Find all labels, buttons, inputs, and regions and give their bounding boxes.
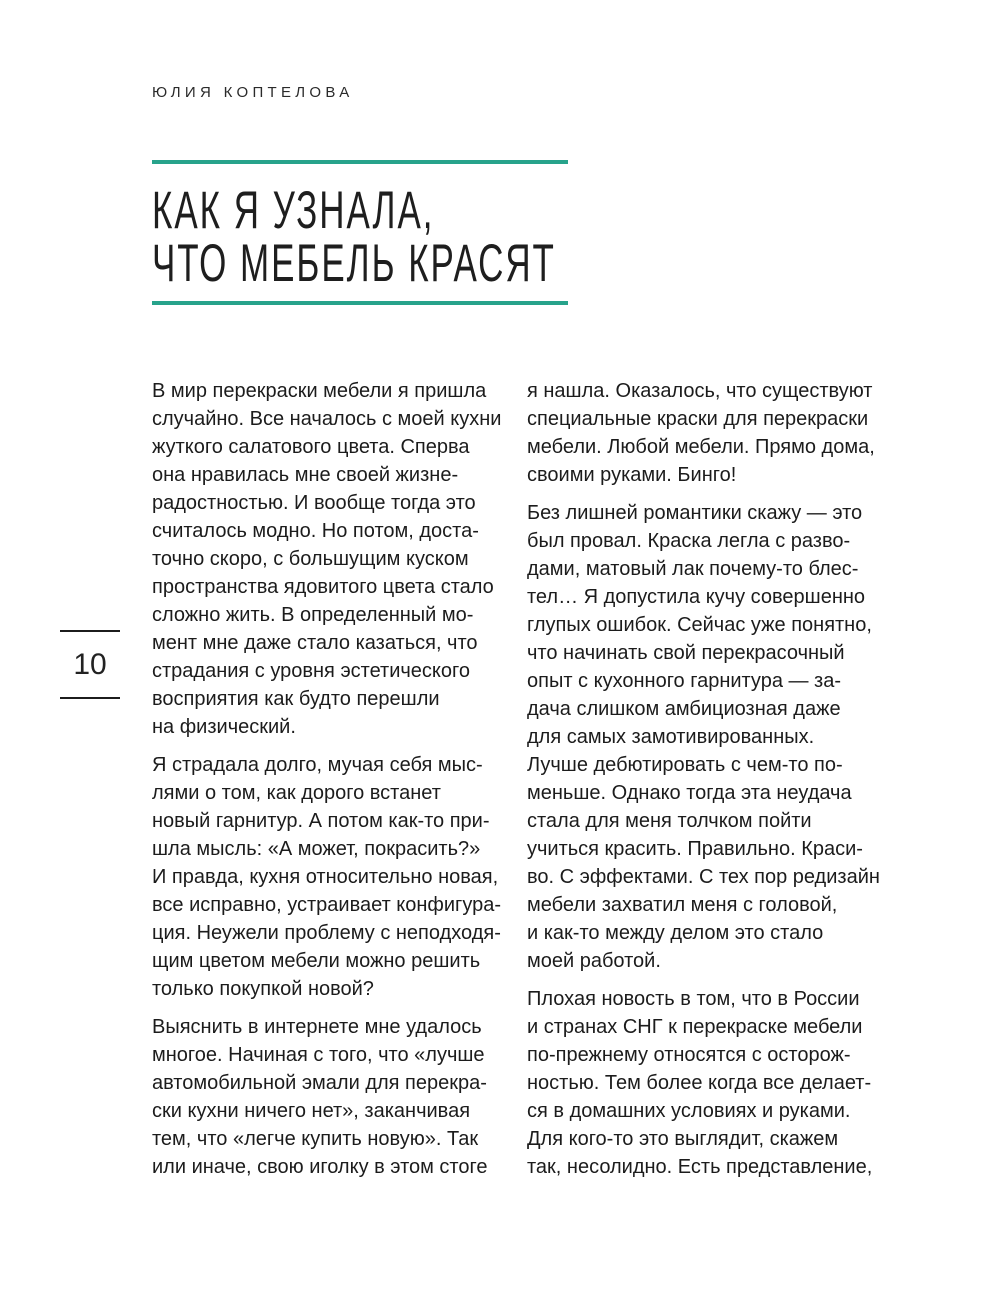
text-line: опыт с кухонного гарнитура — за-: [527, 670, 842, 692]
text-line: и странах СНГ к перекраске мебели: [527, 1016, 863, 1038]
paragraph: [527, 377, 887, 489]
text-line: на физический.: [152, 716, 296, 738]
text-line: меньше. Однако тогда эта неудача: [527, 782, 852, 804]
text-line: радостностью. И вообще тогда это: [152, 492, 476, 514]
text-line: восприятия как будто перешли: [152, 688, 440, 710]
text-line: так, несолидно. Есть представление,: [527, 1156, 873, 1178]
text-line: специальные краски для перекраски: [527, 408, 869, 430]
text-line: автомобильной эмали для перекра-: [152, 1072, 487, 1094]
text-line: точно скоро, с большущим куском: [152, 548, 469, 570]
text-line: тел… Я допустила кучу совершенно: [527, 586, 866, 608]
text-line: только покупкой новой?: [152, 978, 374, 1000]
text-line: многое. Начиная с того, что «лучше: [152, 1044, 485, 1066]
text-line: стала для меня толчком пойти: [527, 810, 812, 832]
running-header-author: ЮЛИЯ КОПТЕЛОВА: [152, 84, 354, 101]
text-line: по-прежнему относятся с осторож-: [527, 1044, 851, 1066]
text-line: был провал. Краска легла с разво-: [527, 530, 851, 552]
text-line: во. С эффектами. С тех пор редизайн: [527, 866, 880, 888]
text-line: Выяснить в интернете мне удалось: [152, 1016, 482, 1038]
text-line: ски кухни ничего нет», заканчивая: [152, 1100, 471, 1122]
title-bottom-rule: [152, 301, 568, 305]
text-line: И правда, кухня относительно новая,: [152, 866, 499, 888]
chapter-title: [152, 181, 764, 293]
text-line: все исправно, устраивает конфигура-: [152, 894, 502, 916]
text-line: я нашла. Оказалось, что существуют: [527, 380, 873, 402]
text-line: для самых замотивированных.: [527, 726, 815, 748]
text-line: что начинать свой перекрасочный: [527, 642, 845, 664]
text-line: учиться красить. Правильно. Краси-: [527, 838, 863, 860]
text-line: своими руками. Бинго!: [527, 464, 737, 486]
page-number-bottom-rule: [60, 697, 120, 699]
text-line: моей работой.: [527, 950, 661, 972]
chapter-title-line-1: КАК Я УЗНАЛА,: [152, 181, 435, 240]
text-column-left: [152, 377, 512, 1181]
page-number-top-rule: [60, 630, 120, 632]
text-line: шла мысль: «А может, покрасить?»: [152, 838, 481, 860]
text-line: Плохая новость в том, что в России: [527, 988, 860, 1010]
text-line: жуткого салатового цвета. Сперва: [152, 436, 470, 458]
text-line: случайно. Все началось с моей кухни: [152, 408, 502, 430]
text-line: Без лишней романтики скажу — это: [527, 502, 863, 524]
page-number: 10: [73, 648, 107, 681]
text-line: она нравилась мне своей жизне-: [152, 464, 459, 486]
text-line: мебели. Любой мебели. Прямо дома,: [527, 436, 875, 458]
text-line: и как-то между делом это стало: [527, 922, 824, 944]
text-column-right: [527, 377, 887, 1181]
paragraph: [527, 985, 887, 1181]
text-line: лями о том, как дорого встанет: [152, 782, 441, 804]
text-line: или иначе, свою иголку в этом стоге: [152, 1156, 488, 1178]
chapter-title-line-2: ЧТО МЕБЕЛЬ КРАСЯТ: [152, 234, 556, 293]
paragraph: [152, 751, 512, 1003]
text-line: считалось модно. Но потом, доста-: [152, 520, 479, 542]
text-line: мент мне даже стало казаться, что: [152, 632, 478, 654]
text-line: Я страдала долго, мучая себя мыс-: [152, 754, 483, 776]
text-line: Для кого-то это выглядит, скажем: [527, 1128, 839, 1150]
text-line: Лучше дебютировать с чем-то по-: [527, 754, 843, 776]
paragraph: [527, 499, 887, 975]
text-line: сложно жить. В определенный мо-: [152, 604, 474, 626]
text-line: щим цветом мебели можно решить: [152, 950, 481, 972]
text-line: глупых ошибок. Сейчас уже понятно,: [527, 614, 872, 636]
paragraph: [152, 377, 512, 741]
text-line: страдания с уровня эстетического: [152, 660, 470, 682]
text-line: тем, что «легче купить новую». Так: [152, 1128, 479, 1150]
text-line: ся в домашних условиях и руками.: [527, 1100, 851, 1122]
text-line: ностью. Тем более когда все делает-: [527, 1072, 872, 1094]
text-line: дами, матовый лак почему-то блес-: [527, 558, 859, 580]
text-line: мебели захватил меня с головой,: [527, 894, 838, 916]
text-line: новый гарнитур. А потом как-то при-: [152, 810, 490, 832]
paragraph: [152, 1013, 512, 1181]
text-line: дача слишком амбициозная даже: [527, 698, 841, 720]
text-line: ция. Неужели проблему с неподходя-: [152, 922, 501, 944]
title-top-rule: [152, 160, 568, 164]
text-line: В мир перекраски мебели я пришла: [152, 380, 487, 402]
text-line: пространства ядовитого цвета стало: [152, 576, 494, 598]
